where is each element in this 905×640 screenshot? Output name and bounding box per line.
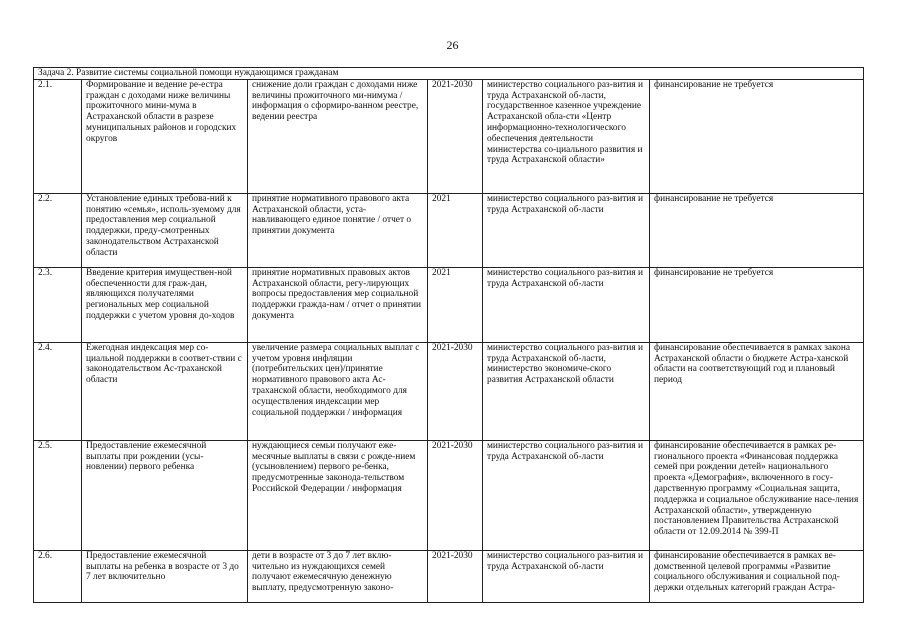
row-period: 2021-2030 <box>428 79 483 193</box>
table-row <box>34 79 864 193</box>
row-action: Установление единых требова-ний к понятию «семья», исполь-зуемому для предоставления мер социальной поддержки, преду-смотренных законодательством Астраханской области <box>82 193 248 267</box>
row-number: 2.5. <box>34 440 82 550</box>
row-executor: министерство социального раз-вития и труда Астраханской об-ласти <box>483 267 650 342</box>
measures-table <box>33 67 864 603</box>
row-number: 2.4. <box>34 342 82 440</box>
row-financing: финансирование обеспечивается в рамках ре-гионального проекта «Финансовая поддержка семей при рождении детей» национального проекта «Демография», включенного в госу-дарственную программу «Социальная защита, поддержка и социальное обслуживание насе-ления Астраханской области», утвержденную постановлением Правительства Астраханской области от 12.09.2014 № 399-П <box>650 440 864 550</box>
row-period: 2021-2030 <box>428 550 483 602</box>
row-number: 2.3. <box>34 267 82 342</box>
row-action: Ежегодная индексация мер со-циальной поддержки в соответ-ствии с законодательством Ас-траханской области <box>82 342 248 440</box>
row-financing: финансирование обеспечивается в рамках ве-домственной целевой программы «Развитие социального обслуживания и социальной под-держки отдельных категорий граждан Астра- <box>650 550 864 602</box>
row-action: Предоставление ежемесячной выплаты при рождении (усы-новлении) первого ребенка <box>82 440 248 550</box>
row-result: принятие нормативных правовых актов Астраханской области, регу-лирующих вопросы предоставления мер социальной поддержки гражда-нам / отчет о принятии документа <box>248 267 428 342</box>
row-financing: финансирование не требуется <box>650 193 864 267</box>
row-financing: финансирование не требуется <box>650 79 864 193</box>
row-executor: министерство социального раз-вития и труда Астраханской об-ласти, государственное казенное учреждение Астраханской обла-сти «Центр информационно-технологического обеспечения деятельности министерства со-циального развития и труда Астраханской области» <box>483 79 650 193</box>
row-financing: финансирование не требуется <box>650 267 864 342</box>
row-result: принятие нормативного правового акта Астраханской области, уста-навливающего единое понятие / отчет о принятии документа <box>248 193 428 267</box>
row-result: нуждающиеся семьи получают еже-месячные выплаты в связи с рожде-нием (усыновлением) первого ре-бенка, предусмотренные законода-тельством Российской Федерации / информация <box>248 440 428 550</box>
row-period: 2021 <box>428 267 483 342</box>
row-action: Введение критерия имуществен-ной обеспеченности для граж-дан, являющихся получателями региональных мер социальной поддержки с учетом уровня до-ходов <box>82 267 248 342</box>
row-financing: финансирование обеспечивается в рамках закона Астраханской области о бюджете Астра-ханской области на соответствующий год и плановый период <box>650 342 864 440</box>
row-number: 2.6. <box>34 550 82 602</box>
row-executor: министерство социального раз-вития и труда Астраханской об-ласти <box>483 440 650 550</box>
row-result: снижение доли граждан с доходами ниже величины прожиточного ми-нимума / информация о сформиро-ванном реестре, ведении реестра <box>248 79 428 193</box>
row-result: увеличение размера социальных выплат с учетом уровня инфляции (потребительских цен)/принятие нормативного правового акта Ас-траханской области, необходимого для осуществления индексации мер социальной поддержки / информация <box>248 342 428 440</box>
row-action: Формирование и ведение ре-естра граждан с доходами ниже величины прожиточного мини-мума в Астраханской области в разрезе муниципальных районов и городских округов <box>82 79 248 193</box>
table-row <box>34 550 864 602</box>
task-header: Задача 2. Развитие системы социальной помощи нуждающимся гражданам <box>34 68 864 80</box>
row-executor: министерство социального раз-вития и труда Астраханской об-ласти <box>483 550 650 602</box>
row-executor: министерство социального раз-вития и труда Астраханской об-ласти <box>483 193 650 267</box>
task-header-row <box>34 68 864 80</box>
table-row <box>34 342 864 440</box>
table-row <box>34 267 864 342</box>
table-row <box>34 440 864 550</box>
row-action: Предоставление ежемесячной выплаты на ребенка в возрасте от 3 до 7 лет включительно <box>82 550 248 602</box>
row-executor: министерство социального раз-вития и труда Астраханской об-ласти, министерство экономиче-ского развития Астраханской области <box>483 342 650 440</box>
row-number: 2.2. <box>34 193 82 267</box>
row-result: дети в возрасте от 3 до 7 лет вклю-чительно из нуждающихся семей получают ежемесячную денежную выплату, предусмотренную законо- <box>248 550 428 602</box>
table-row <box>34 193 864 267</box>
row-period: 2021-2030 <box>428 440 483 550</box>
row-period: 2021-2030 <box>428 342 483 440</box>
page-number: 26 <box>446 38 459 52</box>
row-period: 2021 <box>428 193 483 267</box>
row-number: 2.1. <box>34 79 82 193</box>
